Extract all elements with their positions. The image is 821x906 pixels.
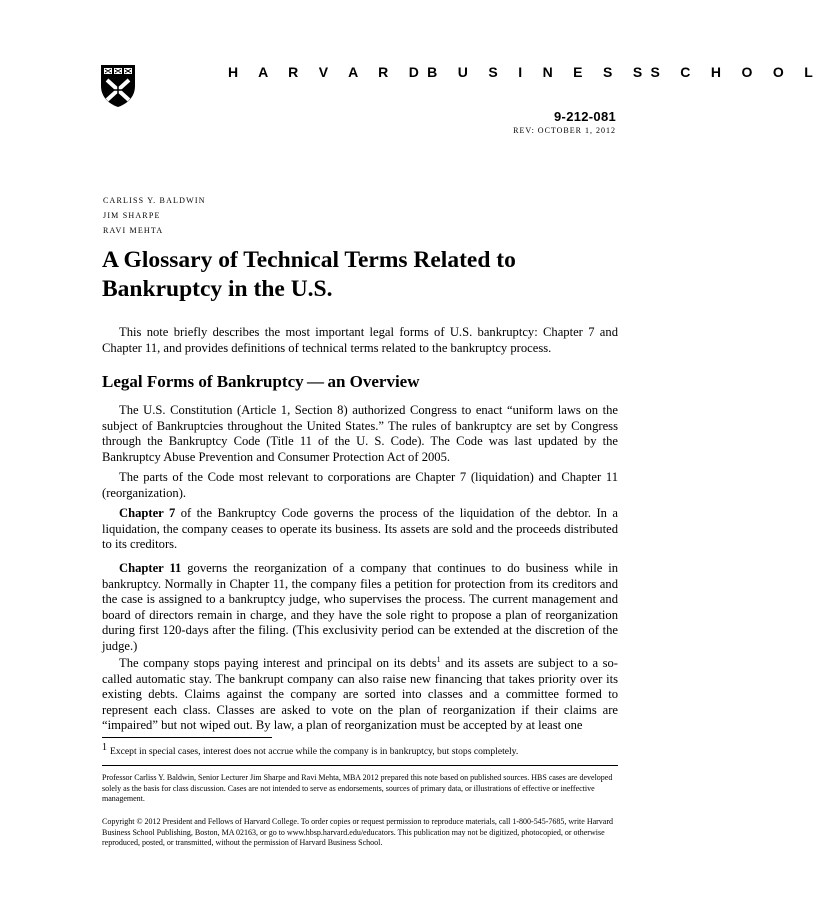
chapter7-term: Chapter 7 — [119, 506, 176, 520]
chapter7-text: of the Bankruptcy Code governs the process of the liquidation of the debtor. In a liquidation, the company ceases to operate its business. Its assets are sold and the proceeds distributed to its creditors. — [102, 506, 618, 551]
chapter11-term: Chapter 11 — [119, 561, 182, 575]
title-line: Bankruptcy in the U.S. — [102, 276, 333, 302]
footnote-text: Except in special cases, interest does not accrue while the company is in bankruptcy, but stops completely. — [110, 746, 519, 758]
harvard-shield-logo-icon — [100, 64, 136, 108]
chapter7-paragraph — [102, 506, 618, 553]
author-name: JIM SHARPE — [103, 211, 161, 220]
wordmark-business: B U S I N E S S — [427, 64, 651, 80]
copyright-note: Copyright © 2012 President and Fellows of Harvard College. To order copies or request permission to reproduce materials, call 1-800-545-7685, write Harvard Business School Publishing, Boston, MA 02163, or go to www.hbsp.harvard.edu/educators. This publication may not be digitized, photocopied, or otherwise reproduced, posted, or transmitted, without the permission of Harvard Business School. — [102, 817, 614, 847]
author-name: RAVI MEHTA — [103, 226, 164, 235]
author-name: CARLISS Y. BALDWIN — [103, 196, 206, 205]
title-line: A Glossary of Technical Terms Related to — [102, 247, 516, 273]
chapter11-paragraph — [102, 561, 618, 654]
preparation-note: Professor Carliss Y. Baldwin, Senior Lecturer Jim Sharpe and Ravi Mehta, MBA 2012 prepared this note based on published sources. HBS cases are developed solely as the basis for class discussion. Cases are not intended to serve as endorsements, sources of primary data, or illustrations of effective or ineffective management. — [102, 773, 613, 803]
body-paragraph: The parts of the Code most relevant to corporations are Chapter 7 (liquidation) and Chapter 11 (reorganization). — [102, 470, 618, 500]
document-title — [102, 246, 582, 304]
body-paragraph: The U.S. Constitution (Article 1, Section 8) authorized Congress to enact “uniform laws on the subject of Bankruptcies throughout the United States.” The rules of bankruptcy are set by Congress through the Bankruptcy Code (Title 11 of the U. S. Code). The Code was last updated by the Bankruptcy Abuse Prevention and Consumer Protection Act of 2005. — [102, 403, 618, 464]
footer-rule — [102, 765, 618, 766]
wordmark-school: S C H O O L — [650, 64, 821, 80]
footnote — [102, 742, 618, 758]
chapter11-text: governs the reorganization of a company that continues to do business while in bankruptcy. Normally in Chapter 11, the company files a petition for protection from its creditors and the case is assigned to a bankruptcy judge, who supervises the process. The current management and board of directors remain in charge, and they have the sole right to propose a plan of reorganization during first 120-days after the filing. (This exclusivity period can be extended at the discretion of the judge.) — [102, 561, 618, 653]
footnote-marker: 1 — [102, 742, 107, 753]
intro-paragraph: This note briefly describes the most important legal forms of U.S. bankruptcy: Chapter 7 and Chapter 11, and provides definitions of technical terms related to the bankruptcy process. — [102, 325, 618, 355]
wordmark-harvard: H A R V A R D — [228, 64, 428, 80]
footnote-rule — [102, 737, 272, 738]
paragraph-text: The company stops paying interest and principal on its debts — [119, 656, 437, 670]
case-number: 9-212-081 — [554, 109, 616, 124]
paragraph-text: and its assets are subject to a so-called automatic stay. The bankrupt company can also raise new financing that takes priority over its existing debts. Claims against the company are sorted into classes and a committee formed to represent each class. Classes are asked to vote on the plan of reorganization if their claims are “impaired” but not wiped out. By law, a plan of reorganization must be accepted by at least one — [102, 656, 618, 732]
footnote-reference: 1 — [436, 654, 441, 664]
body-paragraph — [102, 656, 618, 734]
revision-date: REV: OCTOBER 1, 2012 — [513, 126, 616, 135]
hbs-wordmark — [228, 60, 821, 84]
section-heading: Legal Forms of Bankruptcy — an Overview — [102, 372, 420, 391]
